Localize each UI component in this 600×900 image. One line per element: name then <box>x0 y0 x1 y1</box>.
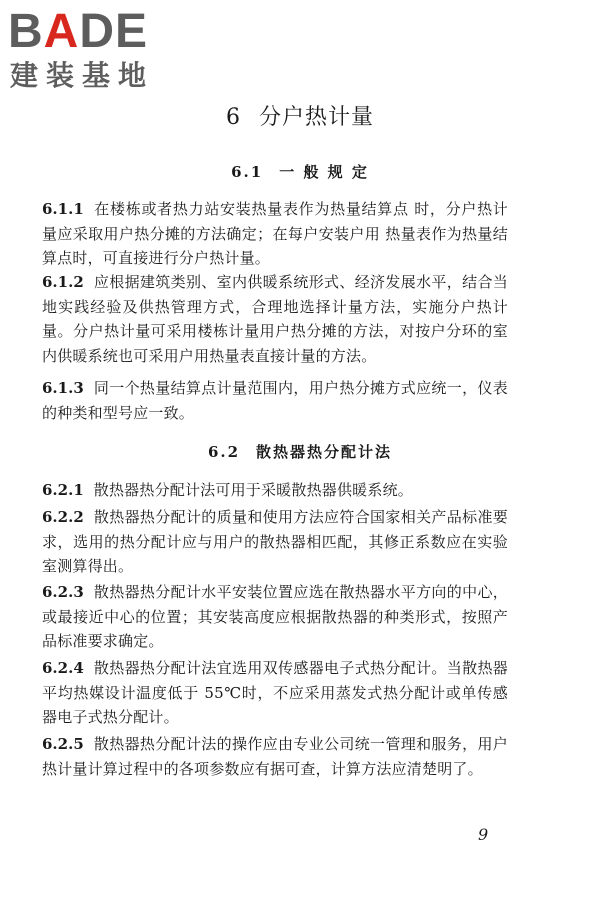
section-heading <box>0 161 600 183</box>
clause <box>42 478 508 503</box>
clause-text: 散热器热分配计法宜选用双传感器电子式热分配计。当散热器平均热媒设计温度低于 55℃时，不应采用蒸发式热分配计或单传感器电子式热分配计。 <box>42 659 508 726</box>
clause <box>42 732 508 781</box>
clause-text: 散热器热分配计的质量和使用方法应符合国家相关产品标准要求，选用的热分配计应与用户的散热器相匹配，其修正系数应在实验室测算得出。 <box>42 508 508 575</box>
clause-text: 散热器热分配计水平安装位置应选在散热器水平方向的中心，或最接近中心的位置；其安装高度应根据散热器的种类形式，按照产品标准要求确定。 <box>42 583 508 650</box>
logo-letters-a: A <box>43 5 80 58</box>
section-heading <box>0 441 600 463</box>
chapter-number: 6 <box>225 105 241 130</box>
clause <box>42 505 508 579</box>
logo-letters-b: B <box>8 5 44 58</box>
clause-number: 6.1.3 <box>42 379 84 397</box>
page-number: 9 <box>478 825 489 844</box>
section-title-text: 一 般 规 定 <box>279 163 369 181</box>
chapter-title <box>0 103 600 133</box>
clause <box>42 656 508 730</box>
clause-number: 6.1.2 <box>42 273 84 291</box>
clause-text: 散热器热分配计法的操作应由专业公司统一管理和服务，用户热计量计算过程中的各项参数应有据可查，计算方法应清楚明了。 <box>42 735 508 778</box>
logo-wordmark <box>8 6 148 58</box>
bade-logo <box>8 6 178 96</box>
clause-number: 6.2.2 <box>42 508 84 526</box>
clause-number: 6.2.3 <box>42 583 84 601</box>
clause <box>42 580 508 654</box>
clause-number: 6.2.5 <box>42 735 84 753</box>
section-number: 6.1 <box>231 163 264 181</box>
clause-text: 应根据建筑类别、室内供暖系统形式、经济发展水平，结合当地实践经验及供热管理方式，合理地选择计量方法，实施分户热计量。分户热计量可采用楼栋计量用户热分摊的方法，对按户分环的室内供暖系统也可采用户用热量表直接计量的方法。 <box>42 273 508 365</box>
clause-number: 6.2.1 <box>42 481 84 499</box>
clause-text: 在楼栋或者热力站安装热量表作为热量结算点 时，分户热计量应采取用户热分摊的方法确定；在每户安装户用 热量表作为热量结算点时，可直接进行分户热计量。 <box>42 200 508 267</box>
chapter-title-text: 分户热计量 <box>258 105 374 130</box>
section-title-text: 散热器热分配计法 <box>256 443 393 461</box>
clause <box>42 197 508 271</box>
clause-number: 6.1.1 <box>42 200 84 218</box>
logo-letters-de: DE <box>79 5 149 58</box>
clause <box>42 376 508 425</box>
clause-text: 散热器热分配计法可用于采暖散热器供暖系统。 <box>93 481 413 499</box>
clause <box>42 270 508 368</box>
logo-subtitle: 建装基地 <box>10 59 155 92</box>
section-number: 6.2 <box>207 443 241 461</box>
clause-number: 6.2.4 <box>42 659 84 677</box>
clause-text: 同一个热量结算点计量范围内，用户热分摊方式应统一，仪表的种类和型号应一致。 <box>42 379 508 422</box>
